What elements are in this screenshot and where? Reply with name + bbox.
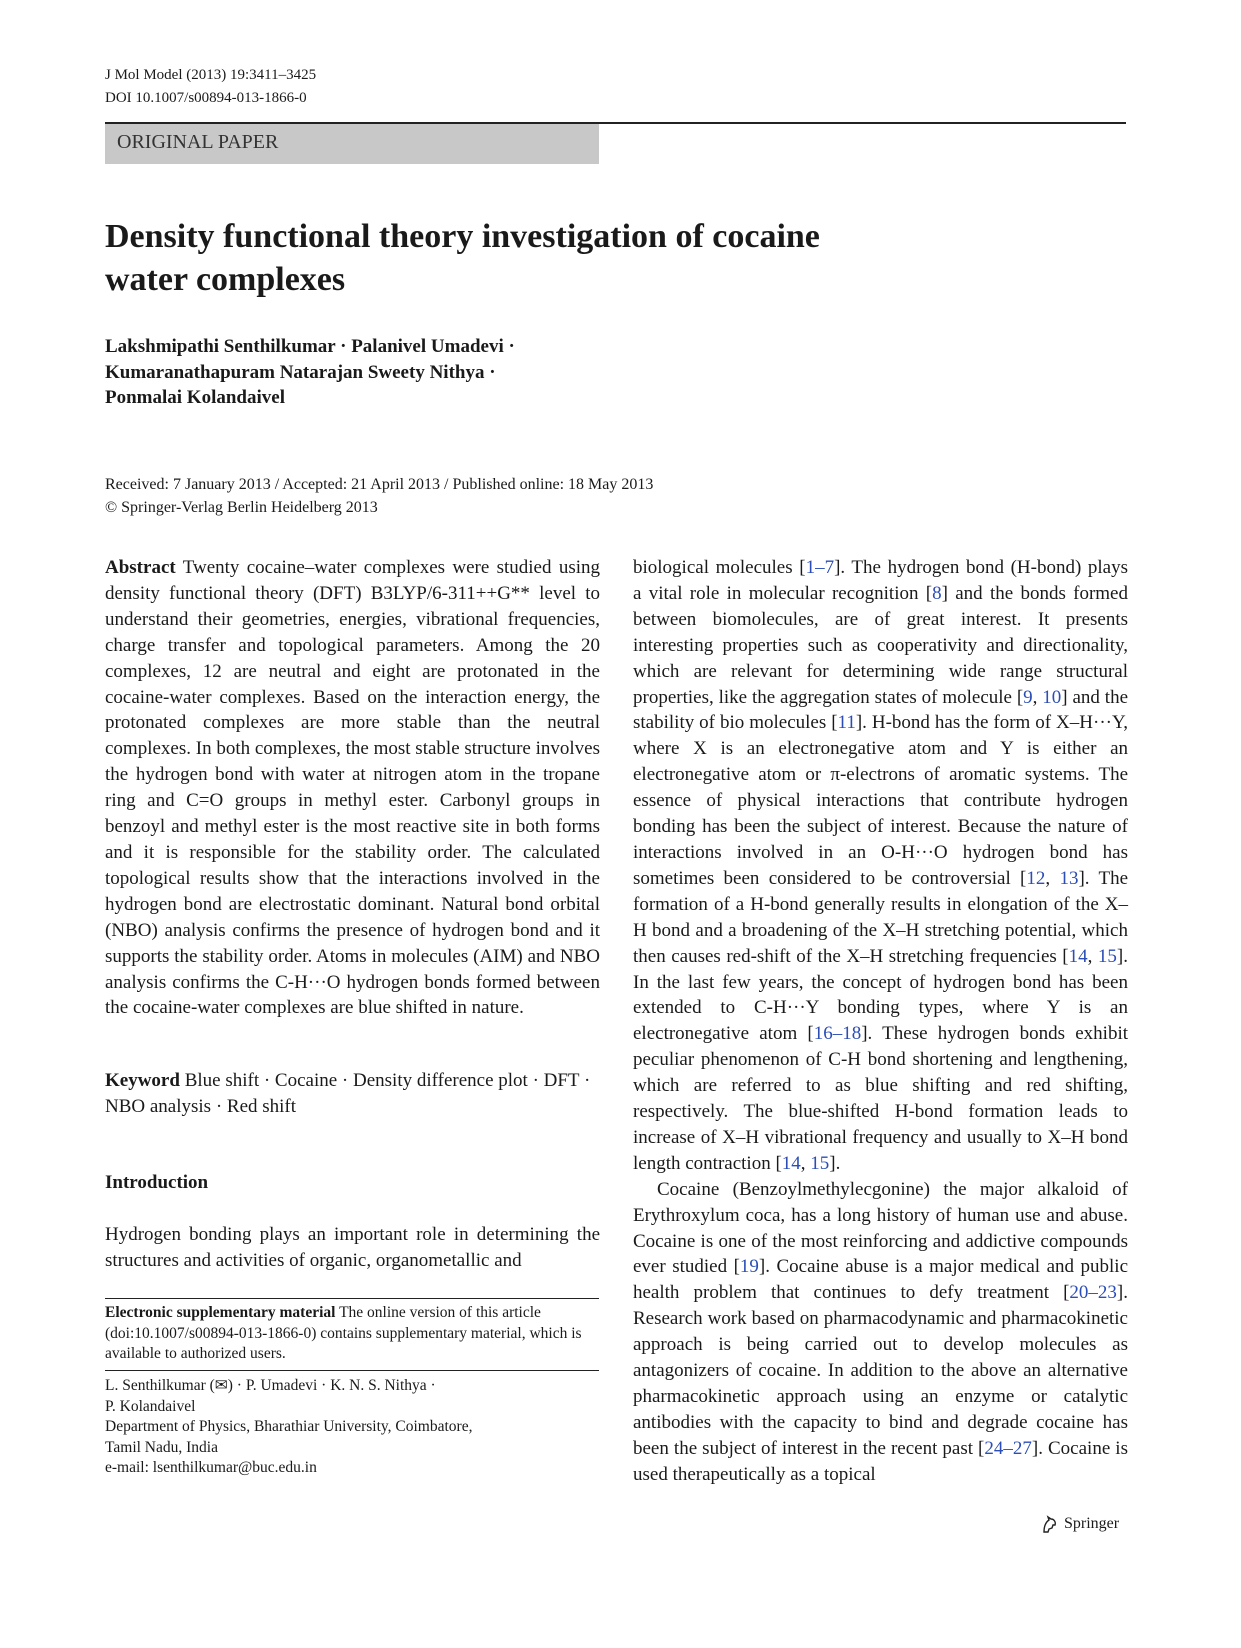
supplementary-note <box>105 1303 599 1365</box>
article-type-badge: ORIGINAL PAPER <box>105 124 599 164</box>
citation-link[interactable]: 15 <box>810 1152 830 1174</box>
citation-link[interactable]: 19 <box>739 1256 759 1278</box>
abstract <box>105 555 600 1021</box>
section-heading-introduction: Introduction <box>105 1172 209 1193</box>
citation-link[interactable]: 24–27 <box>984 1437 1032 1459</box>
keywords-text: Blue shift · Cocaine · Density difference plot · DFT · NBO analysis · Red shift <box>105 1070 591 1117</box>
affiliation-rule <box>105 1370 599 1371</box>
introduction-text <box>105 1222 600 1274</box>
contact-email: e-mail: lsenthilkumar@buc.edu.in <box>105 1459 317 1476</box>
springer-horse-icon <box>1040 1514 1060 1534</box>
affiliation-names: L. Senthilkumar (✉) · P. Umadevi · K. N. S. Nithya · <box>105 1377 436 1394</box>
abstract-text: Twenty cocaine–water complexes were studied using density functional theory (DFT) B3LYP/6-311++G** level to understand their geometries, energies, vibrational frequencies, charge transfer and topological parameters. Among the 20 complexes, 12 are neutral and eight are protonated in the cocaine-water complexes. Based on the interaction energy, the protonated complexes are more stable than the neutral complexes. In both complexes, the most stable structure involves the hydrogen bond with water at nitrogen atom in the tropane ring and C=O groups in methyl ester. Carbonyl groups in benzoyl and methyl ester is the most reactive site in both forms and it is responsible for the stability order. The calculated topological results show that the interactions involved in the hydrogen bond are electrostatic dominant. Natural bond orbital (NBO) analysis confirms the presence of hydrogen bond and it supports the stability order. Atoms in molecules (AIM) and NBO analysis confirms the C-H···O hydrogen bonds formed between the cocaine-water complexes are blue shifted in nature. <box>105 557 600 1019</box>
affiliation-department: Tamil Nadu, India <box>105 1438 218 1456</box>
citation-link[interactable]: 14 <box>781 1152 801 1174</box>
esm-label: Electronic supplementary material <box>105 1304 336 1321</box>
body-paragraph: biological molecules [1–7]. The hydrogen bond (H-bond) plays a vital role in molecular recognition [8] and the bonds formed between biomolecules, are of great interest. It presents interesting properties such as cooperativity and directionality, which are relevant for determining wide range structural properties, like the aggregation states of molecule [9, 10] and the stability of bio molecules [11]. H-bond has the form of X–H···Y, where X is an electronegative atom and Y is either an electronegative atom or π-electrons of aromatic systems. The essence of physical interactions that contribute hydrogen bonding has been the subject of interest. Because the nature of interactions involved in an O-H···O hydrogen bond has sometimes been considered to be controversial [12, 13]. The formation of a H-bond generally results in elongation of the X–H bond and a broadening of the X–H stretching potential, which then causes red-shift of the X–H stretching frequencies [14, 15]. In the last few years, the concept of hydrogen bond has been extended to C-H···Y bonding types, where Y is an electronegative atom [16–18]. These hydrogen bonds exhibit peculiar phenomenon of C-H bond shortening and lengthening, which are referred to as blue shifting and red shifting, respectively. The blue-shifted H-bond formation leads to increase of X–H vibrational frequency and usually to X–H bond length contraction [14, 15]. <box>633 557 1129 1174</box>
author-line: Kumaranathapuram Natarajan Sweety Nithya · <box>105 361 496 383</box>
publication-dates <box>105 473 653 519</box>
publisher-name: Springer <box>1064 1515 1120 1532</box>
body-text-right-column <box>633 555 1128 1488</box>
date-history: Received: 7 January 2013 / Accepted: 21 April 2013 / Published online: 18 May 2013 <box>105 476 654 493</box>
journal-doi: DOI 10.1007/s00894-013-1866-0 <box>105 90 307 106</box>
affiliation-department: Department of Physics, Bharathiar University, Coimbatore, <box>105 1418 473 1435</box>
author-line: Ponmalai Kolandaivel <box>105 387 285 408</box>
author-list <box>105 334 625 411</box>
paper-title: Density functional theory investigation of cocaine water complexes <box>105 218 820 298</box>
citation-link[interactable]: 20–23 <box>1069 1282 1117 1304</box>
citation-link[interactable]: 1–7 <box>805 557 835 578</box>
citation-link[interactable]: 8 <box>932 582 942 604</box>
author-line: Lakshmipathi Senthilkumar · Palanivel Umadevi · <box>105 336 515 357</box>
citation-link[interactable]: 11 <box>837 712 856 734</box>
introduction-paragraph: Hydrogen bonding plays an important role in determining the structures and activities of organic, organometallic and <box>105 1224 600 1271</box>
abstract-label: Abstract <box>105 557 176 578</box>
body-paragraph: Cocaine (Benzoylmethylecgonine) the major alkaloid of Erythroxylum coca, has a long history of human use and abuse. Cocaine is one of the most reinforcing and addictive compounds ever studied [19]. Cocaine abuse is a major medical and public health problem that continues to defy treatment [20–23]. Research work based on pharmacodynamic and pharmacokinetic approach is being carried out to develop molecules as antagonizers of cocaine. In addition to the above an alternative pharmacokinetic approach using an enzyme or catalytic antibodies with the capacity to bind and degrade cocaine has been the subject of interest in the recent past [24–27]. Cocaine is used therapeutically as a topical <box>633 1178 1129 1485</box>
journal-citation: J Mol Model (2013) 19:3411–3425 <box>105 67 317 83</box>
citation-link[interactable]: 10 <box>1042 686 1062 708</box>
citation-link[interactable]: 15 <box>1097 945 1117 967</box>
affiliation-names: P. Kolandaivel <box>105 1397 196 1415</box>
publisher-logo <box>1040 1514 1119 1534</box>
keywords-label: Keyword <box>105 1070 180 1091</box>
citation-link[interactable]: 16–18 <box>813 1023 862 1045</box>
citation-link[interactable]: 9 <box>1023 686 1033 708</box>
journal-header <box>105 64 316 110</box>
citation-link[interactable]: 12 <box>1026 867 1046 889</box>
citation-link[interactable]: 14 <box>1068 945 1088 967</box>
author-affiliation <box>105 1376 599 1479</box>
footnote-rule <box>105 1298 599 1299</box>
copyright-notice: © Springer-Verlag Berlin Heidelberg 2013 <box>105 499 378 516</box>
keywords <box>105 1068 600 1120</box>
esm-text: The online version of this article (doi:10.1007/s00894-013-1866-0) contains supplementary material, which is available to authorized users. <box>105 1304 582 1362</box>
citation-link[interactable]: 13 <box>1059 867 1079 889</box>
